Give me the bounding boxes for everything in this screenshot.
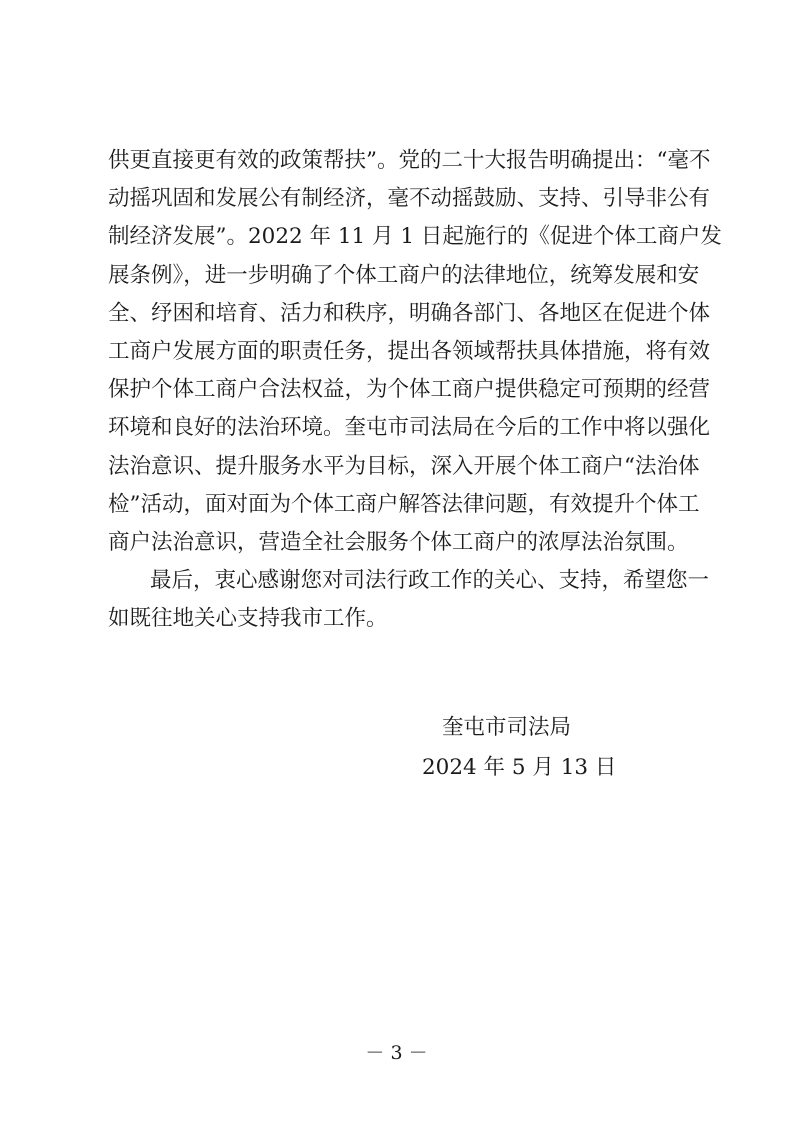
closing-line-2: 如既往地关心支持我市工作。: [108, 606, 388, 631]
body-line-8: 环境和良好的法治环境。奎屯市司法局在今后的工作中将以强化: [108, 415, 711, 440]
body-line-11: 商户法治意识，营造全社会服务个体工商户的浓厚法治氛围。: [108, 530, 689, 555]
body-line-10: 检”活动，面对面为个体工商户解答法律问题，有效提升个体工: [108, 492, 700, 517]
body-line-5: 全、纾困和培育、活力和秩序，明确各部门、各地区在促进个体: [108, 301, 711, 326]
page-number: － 3 －: [365, 1042, 428, 1064]
closing-line-1: 最后，衷心感谢您对司法行政工作的关心、支持，希望您一: [150, 568, 710, 593]
signature-date: 2024 年 5 月 13 日: [422, 755, 617, 780]
body-line-6: 工商户发展方面的职责任务，提出各领域帮扶具体措施，将有效: [108, 339, 711, 364]
signature-organization: 奎屯市司法局: [442, 715, 572, 740]
body-line-9: 法治意识、提升服务水平为目标，深入开展个体工商户“法治体: [108, 454, 700, 479]
body-line-7: 保护个体工商户合法权益，为个体工商户提供稳定可预期的经营: [108, 377, 711, 402]
body-line-3: 制经济发展”。2022 年 11 月 1 日起施行的《促进个体工商户发: [108, 224, 722, 249]
body-line-2: 动摇巩固和发展公有制经济，毫不动摇鼓励、支持、引导非公有: [108, 186, 711, 211]
body-line-4: 展条例》，进一步明确了个体工商户的法律地位，统筹发展和安: [108, 263, 700, 288]
body-line-1: 供更直接更有效的政策帮扶”。党的二十大报告明确提出：“毫不: [108, 148, 711, 173]
